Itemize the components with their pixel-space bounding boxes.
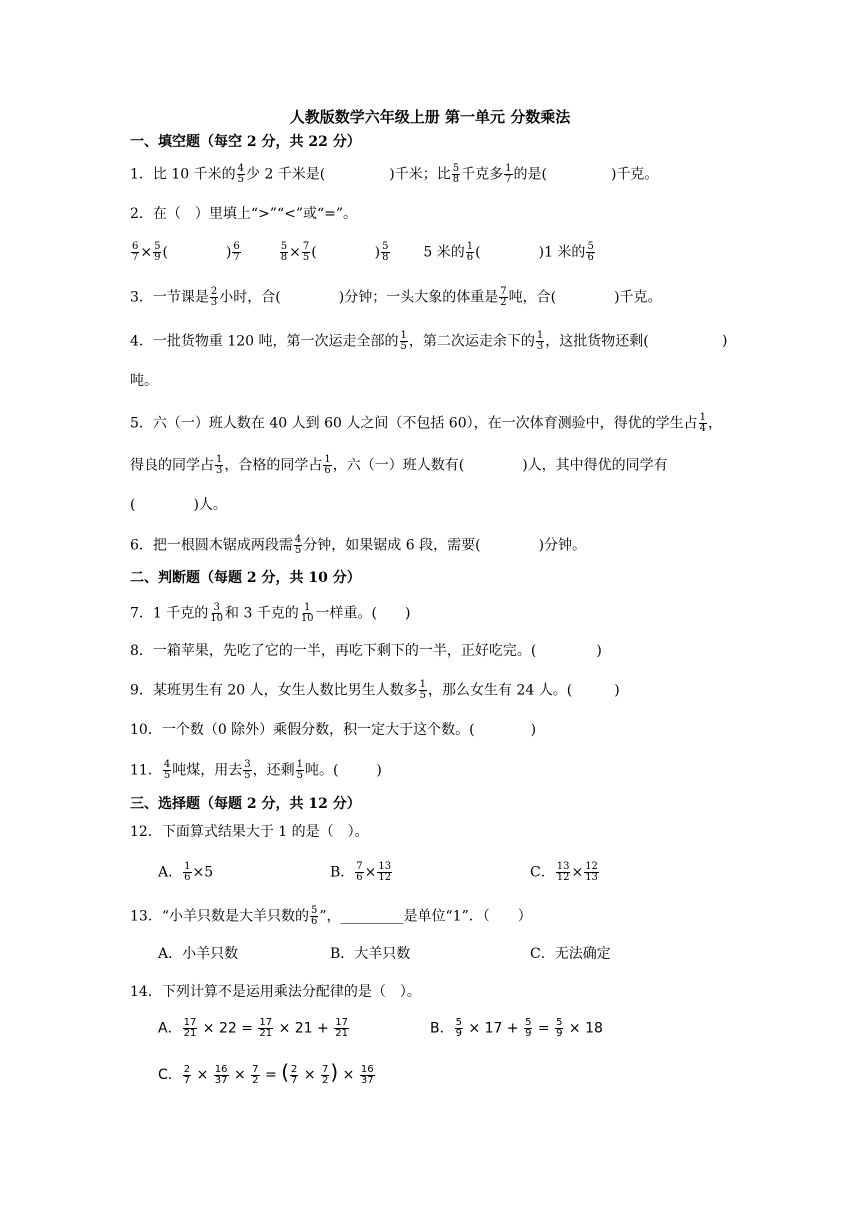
question-9: 9．某班男生有 20 人，女生人数比男生人数多 $\frac{1}{5}$ ，那么女生有 24 人。( ) — [130, 679, 620, 701]
question-13-option-a: A．小羊只数 — [158, 946, 239, 962]
question-11: 11． $\frac{4}{5}$ 吨煤，用去 $\frac{3}{5}$ ，还剩 $\frac{1}{5}$ 吨。( ) — [130, 759, 382, 781]
question-13-option-c: C．无法确定 — [530, 946, 611, 962]
section-heading-fill: 一、填空题（每空 2 分，共 22 分） — [130, 134, 361, 150]
question-2-items: $\frac{6}{7}$ × $\frac{5}{9}$ ( ) $\frac{6}{7}$ $\frac{5}{8}$ × $\frac{7}{5}$ ( ) $\frac{5}{8}$ 5 米的 $\frac{1}{6}$ ( )1 米的 $\frac{5}{6}$ — [132, 241, 594, 263]
question-12-option-b: B． $\frac{7}{6}$ × $\frac{13}{12}$ — [330, 861, 392, 883]
question-1: 1．比 10 千米的 $\frac{4}{5}$ 少 2 千米是( )千米；比 $\frac{5}{8}$ 千克多 $\frac{1}{7}$ 的是( )千克。 — [130, 163, 659, 185]
section-heading-choice: 三、选择题（每题 2 分，共 12 分） — [130, 796, 361, 812]
question-5-line1: 5．六（一）班人数在 40 人到 60 人之间（不包括 60），在一次体育测验中，得优的学生占 $\frac{1}{4}$ ， — [130, 412, 722, 434]
question-14-option-b: B． $\frac{5}{9}$ × 17 + $\frac{5}{9}$ = $\frac{5}{9}$ × 18 — [430, 1017, 603, 1039]
question-14-option-a: A． $\frac{17}{21}$ × 22 = $\frac{17}{21}$ × 21 + $\frac{17}{21}$ — [158, 1017, 348, 1039]
question-10: 10．一个数（0 除外）乘假分数，积一定大于这个数。( ) — [130, 722, 537, 738]
question-4-cont: 吨。 — [130, 373, 158, 389]
page-title: 人教版数学六年级上册 第一单元 分数乘法 — [289, 108, 571, 126]
question-12-option-c: C． $\frac{13}{12}$ × $\frac{12}{13}$ — [530, 861, 598, 883]
question-7: 7．1 千克的 $\frac{3}{10}$ 和 3 千克的 $\frac{1}{10}$ 一样重。( ) — [130, 602, 411, 624]
question-5-line2: 得良的同学占 $\frac{1}{3}$ ，合格的同学占 $\frac{1}{6}$ ，六（一）班人数有( )人，其中得优的同学有 — [130, 454, 668, 476]
question-14-stem: 14．下列计算不是运用乘法分配律的是（ ）。 — [130, 984, 421, 1000]
question-4-paren: ) — [722, 333, 728, 349]
question-12-stem: 12．下面算式结果大于 1 的是（ ）。 — [130, 824, 369, 840]
section-heading-judge: 二、判断题（每题 2 分，共 10 分） — [130, 570, 361, 586]
question-4: 4．一批货物重 120 吨，第一次运走全部的 $\frac{1}{5}$ ，第二次运走余下的 $\frac{1}{3}$ ，这批货物还剩( — [130, 330, 649, 352]
question-14-option-c: C． $\frac{2}{7}$ × $\frac{16}{37}$ × $\frac{7}{2}$ = ( $\frac{2}{7}$ × $\frac{7}{2}$ ) × $\frac{16}{37}$ — [158, 1060, 374, 1086]
question-3: 3．一节课是 $\frac{2}{3}$ 小时，合( )分钟；一头大象的体重是 $\frac{7}{2}$ 吨，合( )千克。 — [130, 286, 662, 308]
question-2-stem: 2．在（ ）里填上“>”“<”或“=”。 — [130, 206, 358, 222]
question-5-line3: ( )人。 — [130, 497, 227, 513]
question-8: 8．一箱苹果，先吃了它的一半，再吃下剩下的一半，正好吃完。( ) — [130, 643, 602, 659]
question-12-option-a: A． $\frac{1}{6}$ ×5 — [158, 861, 214, 883]
question-6: 6．把一根圆木锯成两段需 $\frac{4}{5}$ 分钟，如果锯成 6 段，需要( )分钟。 — [130, 534, 587, 556]
question-13-stem: 13．“小羊只数是大羊只数的 $\frac{5}{6}$ ”，_________是单位“1”．（ ） — [130, 905, 532, 927]
question-13-option-b: B．大羊只数 — [330, 946, 411, 962]
